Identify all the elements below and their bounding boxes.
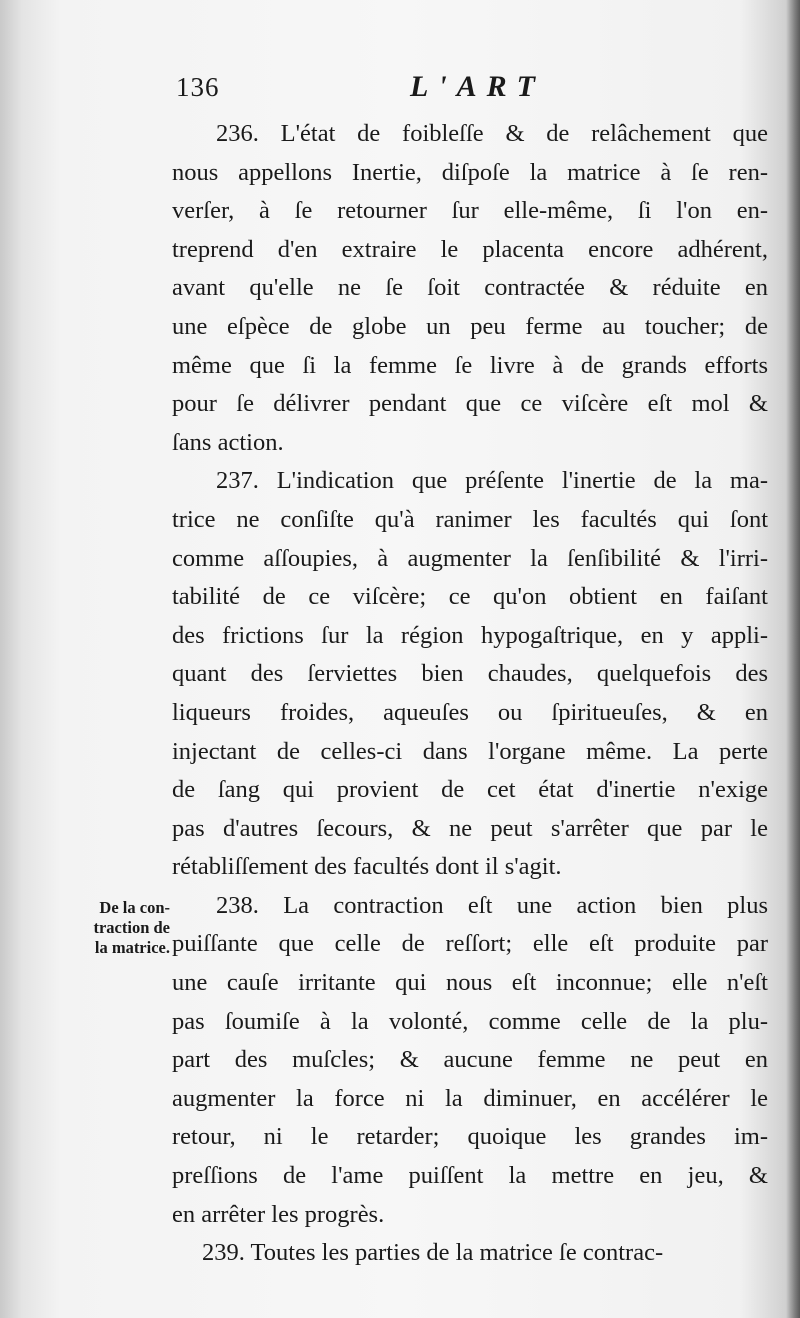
margin-note	[60, 898, 170, 958]
paragraph-238-line: en arrêter les progrès.	[172, 1200, 385, 1228]
margin-note-line: De la con-	[99, 898, 170, 917]
paragraph-236-line: ſans action.	[172, 428, 284, 456]
paragraph-238-line: retour, ni le retarder; quoique les grandes im-	[172, 1123, 768, 1151]
paragraph-236-line: pour ſe délivrer pendant que ce viſcère eſt mol &	[172, 390, 768, 418]
paragraph-237-line: comme aſſoupies, à augmenter la ſenſibilité & l'irri-	[172, 544, 768, 572]
paragraph-238-line: une cauſe irritante qui nous eſt inconnue; elle n'eſt	[172, 969, 768, 997]
paragraph-239-line: 239. Toutes les parties de la matrice ſe contrac-	[202, 1239, 664, 1267]
paragraph-237-line: quant des ſerviettes bien chaudes, quelquefois des	[172, 660, 768, 688]
margin-note-line: traction de	[93, 918, 170, 937]
paragraph-237-line: rétabliſſement des facultés dont il s'agit.	[172, 853, 562, 881]
paragraph-236-line: verſer, à ſe retourner ſur elle-même, ſi l'on en-	[172, 197, 768, 225]
paragraph-237-line: pas d'autres ſecours, & ne peut s'arrêter que par le	[172, 814, 768, 842]
paragraph-238-line: pas ſoumiſe à la volonté, comme celle de la plu-	[172, 1007, 768, 1035]
paragraph-238-line: part des muſcles; & aucune femme ne peut en	[172, 1046, 768, 1074]
paragraph-236-line: 236. L'état de foibleſſe & de relâchement que	[216, 120, 768, 147]
paragraph-237-line: liqueurs froides, aqueuſes ou ſpiritueuſes, & en	[172, 698, 768, 726]
paragraph-237-line: tabilité de ce viſcère; ce qu'on obtient en faiſant	[172, 583, 768, 611]
body-text	[172, 115, 768, 1273]
paragraph-236-line: avant qu'elle ne ſe ſoit contractée & réduite en	[172, 274, 768, 302]
paragraph-237-line: de ſang qui provient de cet état d'inertie n'exige	[172, 776, 768, 804]
running-head: L'ART	[410, 70, 546, 103]
paragraph-238-line: puiſſante que celle de reſſort; elle eſt produite par	[172, 930, 768, 958]
page-number: 136	[176, 72, 220, 102]
paragraph-237-line: 237. L'indication que préſente l'inertie de la ma-	[216, 467, 768, 495]
paragraph-237-line: trice ne conſiſte qu'à ranimer les facultés qui ſont	[172, 505, 768, 533]
paragraph-238-line: augmenter la force ni la diminuer, en accélérer le	[172, 1084, 768, 1112]
gutter-shadow	[786, 0, 800, 1318]
paragraph-238-line: 238. La contraction eſt une action bien plus	[216, 891, 768, 919]
paragraph-237-line: des frictions ſur la région hypogaſtrique, en y appli-	[172, 621, 768, 649]
paragraph-236-line: même que ſi la femme ſe livre à de grands efforts	[172, 351, 768, 379]
paragraph-236-line: treprend d'en extraire le placenta encore adhérent,	[172, 235, 768, 263]
paragraph-236-line: une eſpèce de globe un peu ferme au toucher; de	[172, 312, 768, 340]
margin-note-line: la matrice.	[94, 938, 170, 957]
paragraph-237-line: injectant de celles-ci dans l'organe même. La perte	[172, 737, 768, 765]
paragraph-236-line: nous appellons Inertie, diſpoſe la matrice à ſe ren-	[172, 158, 768, 186]
paragraph-238-line: preſſions de l'ame puiſſent la mettre en jeu, &	[172, 1162, 768, 1190]
